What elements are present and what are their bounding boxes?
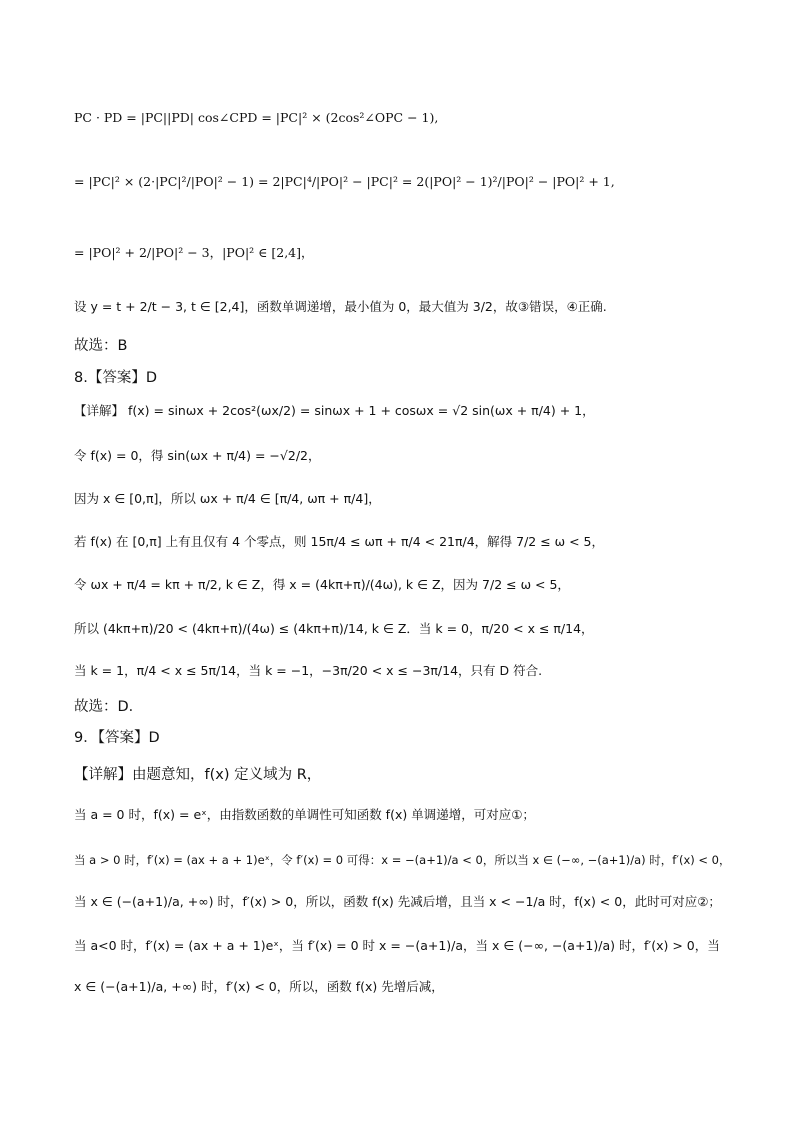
text-line: 令 f(x) = 0，得 sin(ωx + π/4) = −√2/2， — [74, 448, 321, 463]
text-line: 故选：B — [74, 338, 128, 354]
text-line: x ∈ (−(a+1)/a, +∞) 时，f′(x) < 0，所以，函数 f(x) 先增后减， — [74, 979, 444, 994]
text-line: 当 a<0 时，f′(x) = (ax + a + 1)eˣ，当 f′(x) = 0 时 x = −(a+1)/a，当 x ∈ (−∞, −(a+1)/a) 时，f′(x) > 0，当 — [74, 938, 720, 953]
text-line: 所以 (4kπ+π)/20 < (4kπ+π)/(4ω) ≤ (4kπ+π)/14, k ∈ Z．当 k = 0，π/20 < x ≤ π/14， — [74, 621, 594, 636]
text-line: = |PO|² + 2/|PO|² − 3，|PO|² ∈ [2,4]， — [74, 245, 314, 260]
text-line: 令 ωx + π/4 = kπ + π/2, k ∈ Z，得 x = (4kπ+π)/(4ω), k ∈ Z，因为 7/2 ≤ ω < 5， — [74, 577, 570, 592]
text-line: 当 a > 0 时，f′(x) = (ax + a + 1)eˣ，令 f′(x) = 0 可得：x = −(a+1)/a < 0，所以当 x ∈ (−∞, −(a+1)/a) 时，f′(x) < 0， — [74, 853, 731, 867]
text-line: 【详解】 f(x) = sinωx + 2cos²(ωx/2) = sinωx + 1 + cosωx = √2 sin(ωx + π/4) + 1， — [74, 403, 595, 418]
text-line: 当 k = 1，π/4 < x ≤ 5π/14，当 k = −1，−3π/20 < x ≤ −3π/14，只有 D 符合. — [74, 663, 543, 678]
text-line: 设 y = t + 2/t − 3, t ∈ [2,4]，函数单调递增，最小值为 0，最大值为 3/2，故③错误，④正确. — [74, 299, 607, 314]
text-line: PC · PD = |PC||PD| cos∠CPD = |PC|² × (2cos²∠OPC − 1), — [74, 110, 439, 125]
question-header: 8.【答案】D — [74, 370, 157, 386]
question-header: 9．【答案】D — [74, 730, 160, 746]
text-line: 【详解】由题意知，f(x) 定义域为 R， — [74, 767, 322, 783]
text-line: 因为 x ∈ [0,π]，所以 ωx + π/4 ∈ [π/4, ωπ + π/4]， — [74, 491, 381, 506]
text-line: 若 f(x) 在 [0,π] 上有且仅有 4 个零点，则 15π/4 ≤ ωπ + π/4 < 21π/4，解得 7/2 ≤ ω < 5， — [74, 534, 605, 549]
text-line: 故选：D． — [74, 699, 144, 715]
text-line: 当 a = 0 时，f(x) = eˣ，由指数函数的单调性可知函数 f(x) 单调递增，可对应①； — [74, 807, 535, 822]
text-line: = |PC|² × (2·|PC|²/|PO|² − 1) = 2|PC|⁴/|PO|² − |PC|² = 2(|PO|² − 1)²/|PO|² − |PO|² + 1, — [74, 174, 615, 189]
text-line: 当 x ∈ (−(a+1)/a, +∞) 时，f′(x) > 0，所以，函数 f(x) 先减后增，且当 x < −1/a 时，f(x) < 0，此时可对应②； — [74, 894, 721, 909]
